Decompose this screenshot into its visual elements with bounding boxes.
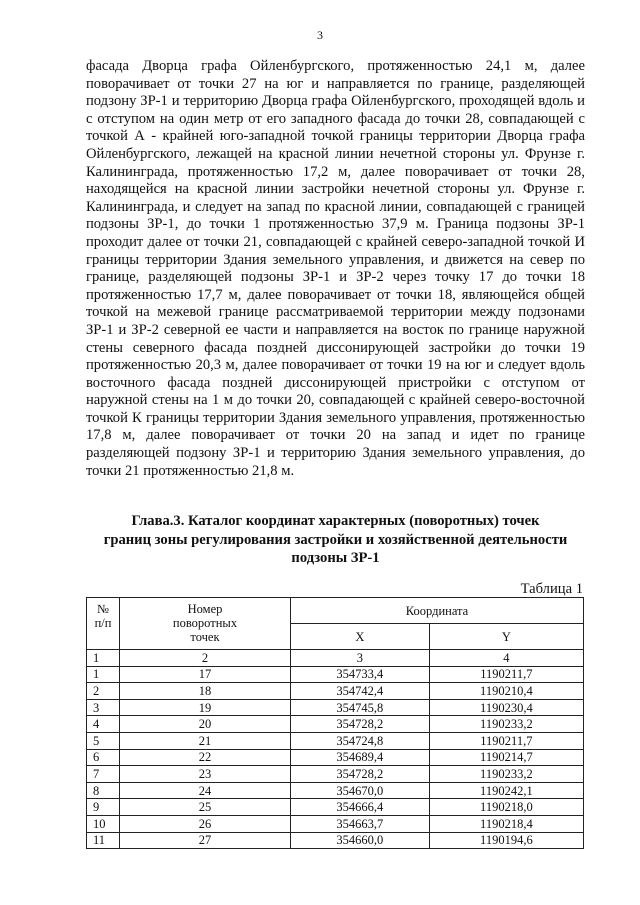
chapter-heading-line-2: границ зоны регулирования застройки и хозяйственной деятельности	[103, 531, 568, 548]
point-number-cell: 26	[120, 815, 291, 832]
x-coordinate-cell: 354670,0	[291, 782, 430, 799]
header-point-line-1: Номер	[187, 602, 223, 616]
row-number-cell: 3	[87, 699, 120, 716]
point-number-cell: 24	[120, 782, 291, 799]
row-number-cell: 11	[87, 832, 120, 849]
row-number-cell: 6	[87, 749, 120, 766]
y-coordinate-cell: 1190194,6	[429, 832, 583, 849]
table-row	[87, 732, 584, 749]
table-row	[87, 716, 584, 733]
row-number-cell: 4	[87, 716, 120, 733]
table-row	[87, 766, 584, 783]
header-coordinate: Координата	[291, 598, 584, 624]
y-coordinate-cell: 1190211,7	[429, 732, 583, 749]
point-number-cell: 22	[120, 749, 291, 766]
table-row	[87, 749, 584, 766]
point-number-cell: 21	[120, 732, 291, 749]
row-number-cell: 1	[87, 666, 120, 683]
header-y: Y	[429, 624, 583, 650]
point-number-cell: 23	[120, 766, 291, 783]
table-header-row	[87, 598, 584, 624]
x-coordinate-cell: 354745,8	[291, 699, 430, 716]
table-row	[87, 782, 584, 799]
x-coordinate-cell: 354742,4	[291, 683, 430, 700]
point-number-cell: 19	[120, 699, 291, 716]
header-x: X	[291, 624, 430, 650]
header-row-number	[87, 598, 120, 650]
x-coordinate-cell: 354663,7	[291, 815, 430, 832]
index-cell-2: 2	[120, 650, 291, 667]
header-point-line-3: точек	[190, 630, 220, 644]
header-point-number	[120, 598, 291, 650]
index-cell-4: 4	[429, 650, 583, 667]
y-coordinate-cell: 1190233,2	[429, 716, 583, 733]
table-row	[87, 815, 584, 832]
header-row-number-line-2: п/п	[94, 616, 112, 630]
x-coordinate-cell: 354728,2	[291, 716, 430, 733]
chapter-heading-line-3: подзоны ЗР-1	[291, 550, 380, 566]
y-coordinate-cell: 1190242,1	[429, 782, 583, 799]
header-point-line-2: поворотных	[172, 616, 238, 630]
chapter-heading-line-1: Глава.3. Каталог координат характерных (поворотных) точек	[131, 513, 540, 529]
index-cell-3: 3	[291, 650, 430, 667]
x-coordinate-cell: 354666,4	[291, 799, 430, 816]
table-row	[87, 832, 584, 849]
point-number-cell: 20	[120, 716, 291, 733]
x-coordinate-cell: 354733,4	[291, 666, 430, 683]
table-caption: Таблица 1	[520, 581, 583, 597]
y-coordinate-cell: 1190233,2	[429, 766, 583, 783]
table-row	[87, 799, 584, 816]
point-number-cell: 17	[120, 666, 291, 683]
x-coordinate-cell: 354728,2	[291, 766, 430, 783]
row-number-cell: 10	[87, 815, 120, 832]
x-coordinate-cell: 354689,4	[291, 749, 430, 766]
page-number: 3	[317, 28, 323, 42]
row-number-cell: 5	[87, 732, 120, 749]
header-row-number-line-1: №	[97, 602, 109, 616]
y-coordinate-cell: 1190214,7	[429, 749, 583, 766]
row-number-cell: 7	[87, 766, 120, 783]
table-row	[87, 699, 584, 716]
point-number-cell: 25	[120, 799, 291, 816]
point-number-cell: 27	[120, 832, 291, 849]
row-number-cell: 2	[87, 683, 120, 700]
body-paragraph: фасада Дворца графа Ойленбургского, протяженностью 24,1 м, далее поворачивает от точки 27 на юг и направляется по границе, разделяющей подзону ЗР-1 и территорию Дворца графа Ойленбургского, проходящей вдоль и с отступом на один метр от его западного фасада до точки 28, совпадающей с точкой А - крайней юго-западной точкой границы территории Дворца графа Ойленбургского, лежащей на красной линии нечетной стороны ул. Фрунзе г. Калининграда, протяженностью 17,2 м, далее поворачивает от точки 28, находящейся на красной линии застройки нечетной стороны ул. Фрунзе г. Калининграда, и следует на запад по красной линии, совпадающей с границей подзоны ЗР-1, до точки 1 протяженностью 37,9 м. Граница подзоны ЗР-1 проходит далее от точки 21, совпадающей с крайней северо-западной точкой И границы территории Здания земельного управления, и движется на север по границе, разделяющей подзоны ЗР-1 и ЗР-2 через точку 17 до точки 18 протяженностью 17,7 м, далее поворачивает от точки 18, являющейся общей точкой на межевой границе рассматриваемой территории между подзонами ЗР-1 и ЗР-2 северной ее части и направляется на восток по границе наружной стены северного фасада поздней диссонирующей застройки до точки 19 протяженностью 20,3 м, далее поворачивает от точки 19 на юг и следует вдоль восточного фасада поздней диссонирующей пристройки с отступом от наружной стены на 1 м до точки 20, совпадающей с крайней северо-восточной точкой К границы территории Здания земельного управления, протяженностью 17,8 м, далее поворачивает от точки 20 на запад и идет по границе разделяющей подзону ЗР-1 и территорию Здания земельного управления, до точки 21 протяженностью 21,8 м.	[86, 58, 585, 479]
coordinates-table	[86, 597, 584, 849]
point-number-cell: 18	[120, 683, 291, 700]
row-number-cell: 9	[87, 799, 120, 816]
y-coordinate-cell: 1190211,7	[429, 666, 583, 683]
x-coordinate-cell: 354724,8	[291, 732, 430, 749]
table-row	[87, 683, 584, 700]
y-coordinate-cell: 1190218,4	[429, 815, 583, 832]
row-number-cell: 8	[87, 782, 120, 799]
y-coordinate-cell: 1190210,4	[429, 683, 583, 700]
y-coordinate-cell: 1190230,4	[429, 699, 583, 716]
index-cell-1: 1	[87, 650, 120, 667]
table-row	[87, 666, 584, 683]
chapter-heading	[86, 512, 585, 568]
table-index-row	[87, 650, 584, 667]
y-coordinate-cell: 1190218,0	[429, 799, 583, 816]
x-coordinate-cell: 354660,0	[291, 832, 430, 849]
